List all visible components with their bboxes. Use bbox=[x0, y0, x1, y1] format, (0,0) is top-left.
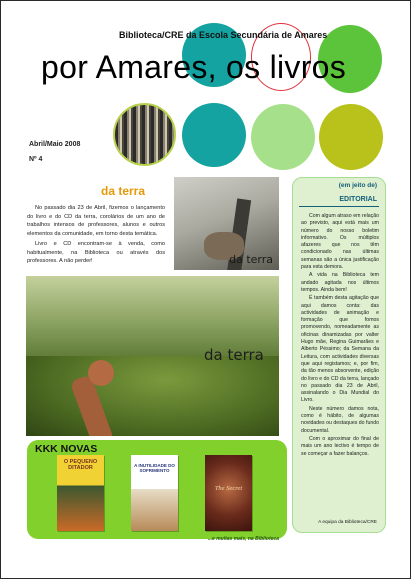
editorial-signature: A equipa da Biblioteca/CRE bbox=[318, 520, 377, 525]
book-title: The Secret bbox=[214, 485, 243, 492]
editorial-paragraph: Neste número damos nota, como é hábito, de algumas novidades ou destaques do fundo documental. bbox=[301, 405, 379, 434]
article-photo-tree bbox=[174, 177, 279, 270]
hand-shape bbox=[88, 360, 114, 386]
photo-caption: da terra bbox=[204, 346, 264, 364]
book-title: O PEQUENO DITADOR bbox=[63, 459, 98, 471]
editorial-body bbox=[301, 213, 379, 459]
article-photo-field bbox=[26, 276, 279, 436]
book-cover[interactable] bbox=[57, 455, 104, 531]
library-name: Biblioteca/CRE da Escola Secundária de Amares bbox=[119, 30, 328, 40]
editorial-paragraph: Com o aproximar do final de mais um ano lectivo é tempo de se começar a fazer balanços. bbox=[301, 435, 379, 457]
editorial-paragraph: É também desta agitação que aqui damos conta: das actividades de animação e formação que fomos promovendo, nomeadamente as oficinas dinamizadas por valter Hugo mãe, Regina Guimarães e Alberto Péssimo; da Semana da Leitura, com actividades diversas que aqui registamos; e, por fim, da tão menos absorvente, edição do livro e do CD da terra, lançado no passado dia 23 de Abril, assinalando o Dia Mundial do Livro. bbox=[301, 295, 379, 404]
editorial-box bbox=[292, 177, 386, 533]
decorative-circle-teal-2 bbox=[182, 103, 246, 167]
books-photo-circle bbox=[113, 103, 176, 166]
editorial-paragraph: A vida na Biblioteca tem andado agitada nos últimos tempos. Ainda bem! bbox=[301, 272, 379, 293]
new-books-title: KKK NOVAS bbox=[35, 443, 98, 455]
book-cover[interactable] bbox=[205, 455, 252, 531]
editorial-paragraph: Com algum atraso em relação ao previsto, aqui está mais um número do nosso boletim informativo. Os múltiplos afazeres que nos têm condicionado nas últimas semanas são a única justificação para esta demora. bbox=[301, 213, 379, 271]
article-title: da terra bbox=[101, 184, 146, 198]
decorative-circle-light-green bbox=[251, 104, 315, 170]
grass-field bbox=[26, 356, 279, 436]
book-cover[interactable] bbox=[131, 455, 178, 531]
new-books-box bbox=[27, 440, 287, 539]
book-title: A INUTILIDADE DO SOFRIMENTO bbox=[134, 463, 175, 473]
editorial-divider bbox=[299, 206, 379, 207]
editorial-kicker: (em jeito de) bbox=[338, 182, 377, 189]
article-paragraph: Livro e CD encontram-se à venda, como habitualmente, na Biblioteca ou através dos professores. A não perder! bbox=[27, 240, 165, 265]
photo-caption: da terra bbox=[229, 253, 273, 266]
article-paragraph: No passado dia 23 de Abril, fizemos o lançamento do livro e do CD da terra, corolários de um ano de trabalhos intensos de professores, alunos e outros elementos da comunidade, em torno desta temática. bbox=[27, 205, 165, 238]
article-body bbox=[27, 204, 165, 267]
new-books-footer: ...e muitas mais, na Biblioteca bbox=[207, 536, 279, 542]
issue-number: Nº 4 bbox=[29, 156, 43, 163]
newsletter-title: por Amares, os livros bbox=[41, 49, 347, 85]
editorial-title: EDITORIAL bbox=[339, 196, 377, 203]
issue-date: Abril/Maio 2008 bbox=[29, 141, 81, 148]
decorative-circle-lime bbox=[319, 104, 383, 170]
